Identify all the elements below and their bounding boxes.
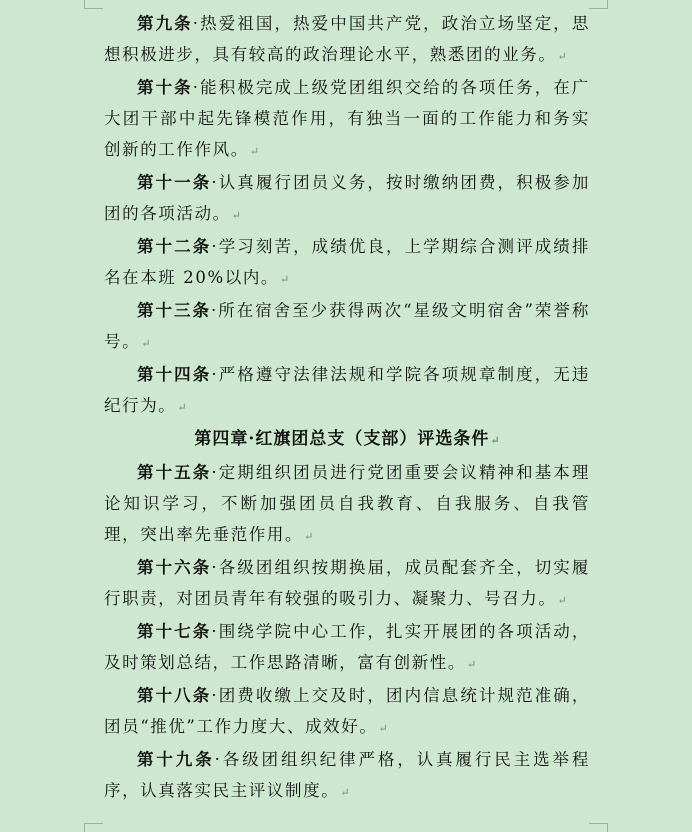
paragraph-mark-icon: ↵ — [280, 273, 290, 286]
article-number: 第十五条 — [137, 463, 212, 482]
article-15: 第十五条·定期组织团员进行党团重要会议精神和基本理论知识学习，不断加强团员自我教育、自我服务、自我管理，突出率先垂范作用。↵ — [104, 463, 590, 544]
paragraph-mark-icon: ↵ — [304, 530, 314, 543]
crop-mark-top-left — [84, 0, 103, 9]
article-19: 第十九条·各级团组织纪律严格，认真履行民主选举程序，认真落实民主评议制度。↵ — [104, 750, 590, 800]
article-17: 第十七条·围绕学院中心工作，扎实开展团的各项活动，及时策划总结，工作思路清晰，富有创新性。↵ — [104, 622, 590, 672]
paragraph-mark-icon: ↵ — [340, 786, 350, 799]
article-number: 第十二条 — [137, 237, 212, 256]
article-number: 第十四条 — [137, 365, 212, 384]
paragraph-mark-icon: ↵ — [557, 50, 567, 63]
article-10: 第十条·能积极完成上级党团组织交给的各项任务，在广大团干部中起先锋模范作用，有独当一面的工作能力和务实创新的工作作风。↵ — [104, 78, 590, 159]
crop-mark-bottom-left — [84, 823, 103, 832]
crop-mark-top-right — [589, 0, 608, 9]
paragraph-mark-icon: ↵ — [177, 401, 187, 414]
article-text: 热爱祖国，热爱中国共产党，政治立场坚定，思想积极进步，具有较高的政治理论水平，熟悉团的业务。 — [104, 14, 590, 64]
chapter-title: 第四章·红旗团总支（支部）评选条件 — [194, 429, 490, 449]
paragraph-mark-icon: ↵ — [141, 337, 151, 350]
article-text: 围绕学院中心工作，扎实开展团的各项活动，及时策划总结，工作思路清晰，富有创新性。 — [104, 622, 590, 672]
article-number: 第九条 — [137, 14, 193, 33]
article-text: 严格遵守法律法规和学院各项规章制度，无违纪行为。 — [104, 365, 590, 415]
article-text: 能积极完成上级党团组织交给的各项任务，在广大团干部中起先锋模范作用，有独当一面的工作能力和务实创新的工作作风。 — [104, 78, 590, 159]
article-18: 第十八条·团费收缴上交及时，团内信息统计规范准确，团员“推优”工作力度大、成效好。↵ — [104, 686, 590, 736]
article-11: 第十一条·认真履行团员义务，按时缴纳团费，积极参加团的各项活动。↵ — [104, 173, 590, 223]
article-text: 定期组织团员进行党团重要会议精神和基本理论知识学习，不断加强团员自我教育、自我服务、自我管理，突出率先垂范作用。 — [104, 463, 590, 544]
article-text: 学习刻苦，成绩优良，上学期综合测评成绩排名在本班 20%以内。 — [104, 237, 590, 287]
article-14: 第十四条·严格遵守法律法规和学院各项规章制度，无违纪行为。↵ — [104, 365, 590, 415]
chapter-heading — [104, 423, 590, 457]
article-number: 第十七条 — [137, 622, 212, 641]
article-number: 第十六条 — [137, 558, 212, 577]
paragraph-mark-icon: ↵ — [557, 594, 567, 607]
article-13: 第十三条·所在宿舍至少获得两次“星级文明宿舍”荣誉称号。↵ — [104, 301, 590, 351]
crop-mark-bottom-right — [589, 823, 608, 832]
article-text: 团费收缴上交及时，团内信息统计规范准确，团员“推优”工作力度大、成效好。 — [104, 686, 590, 736]
article-16: 第十六条·各级团组织按期换届，成员配套齐全，切实履行职责，对团员青年有较强的吸引力、凝聚力、号召力。↵ — [104, 558, 590, 608]
article-text: 各级团组织按期换届，成员配套齐全，切实履行职责，对团员青年有较强的吸引力、凝聚力、号召力。 — [104, 558, 590, 608]
article-9: 第九条·热爱祖国，热爱中国共产党，政治立场坚定，思想积极进步，具有较高的政治理论水平，熟悉团的业务。↵ — [104, 14, 590, 64]
article-number: 第十条 — [137, 78, 193, 97]
article-text: 所在宿舍至少获得两次“星级文明宿舍”荣誉称号。 — [104, 301, 590, 351]
article-text: 认真履行团员义务，按时缴纳团费，积极参加团的各项活动。 — [104, 173, 590, 223]
paragraph-mark-icon: ↵ — [231, 209, 241, 222]
article-number: 第十一条 — [137, 173, 212, 192]
article-text: 各级团组织纪律严格，认真履行民主选举程序，认真落实民主评议制度。 — [104, 750, 590, 800]
paragraph-mark-icon: ↵ — [378, 722, 388, 735]
article-number: 第十八条 — [137, 686, 212, 705]
paragraph-mark-icon: ↵ — [490, 434, 500, 447]
article-number: 第十三条 — [137, 301, 211, 320]
article-12: 第十二条·学习刻苦，成绩优良，上学期综合测评成绩排名在本班 20%以内。↵ — [104, 237, 590, 287]
paragraph-mark-icon: ↵ — [249, 145, 260, 158]
paragraph-mark-icon: ↵ — [467, 658, 477, 671]
document-body[interactable] — [104, 8, 590, 808]
article-number: 第十九条 — [137, 750, 215, 769]
